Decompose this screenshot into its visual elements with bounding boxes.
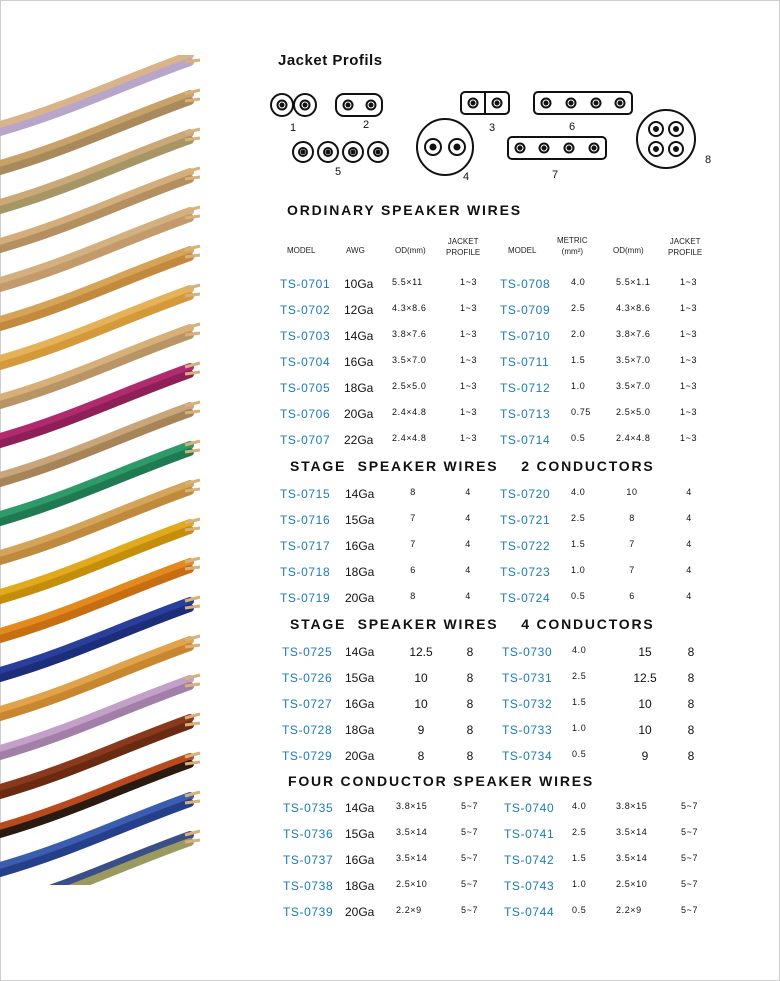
cell-jacket-profile: 4 <box>465 591 471 601</box>
cell-od: 7 <box>410 513 416 523</box>
cell-od-2: 7 <box>629 539 635 549</box>
cell-od-2: 2.2×9 <box>616 905 642 915</box>
wire-strand <box>0 324 200 405</box>
cell-metric: 0.5 <box>571 433 586 443</box>
cell-od: 6 <box>410 565 416 575</box>
cell-model: TS-0725 <box>282 645 333 659</box>
cell-metric: 1.0 <box>572 879 587 889</box>
cell-jacket-profile-2: 1~3 <box>680 277 698 287</box>
cell-jacket-profile-2: 5~7 <box>681 879 699 889</box>
wire-strand <box>0 441 200 522</box>
profile-4-shape <box>417 119 473 175</box>
profile-1-shape <box>271 94 316 116</box>
cell-model-2: TS-0709 <box>500 303 551 317</box>
cell-od-2: 7 <box>629 565 635 575</box>
cell-metric: 2.5 <box>571 303 586 313</box>
cell-jacket-profile-2: 8 <box>687 671 695 685</box>
cell-od-2: 3.5×7.0 <box>616 381 651 391</box>
cell-model-2: TS-0720 <box>500 487 551 501</box>
cell-model: TS-0707 <box>280 433 331 447</box>
cell-jacket-profile-2: 1~3 <box>680 355 698 365</box>
header-model: MODEL <box>287 246 316 255</box>
cell-model: TS-0726 <box>282 671 333 685</box>
cell-metric: 4.0 <box>571 277 586 287</box>
wire-strand <box>0 207 200 288</box>
cell-model-2: TS-0734 <box>502 749 553 763</box>
cell-jacket-profile-2: 8 <box>687 697 695 711</box>
cell-od-2: 4.3×8.6 <box>616 303 651 313</box>
cell-od-2: 10 <box>626 487 638 497</box>
cell-od: 5.5×11 <box>392 277 423 287</box>
cell-model: TS-0701 <box>280 277 331 291</box>
cell-awg: 16Ga <box>345 853 375 867</box>
cell-model-2: TS-0740 <box>504 801 555 815</box>
cell-model-2: TS-0733 <box>502 723 553 737</box>
cell-metric: 4.0 <box>572 801 587 811</box>
cell-jacket-profile: 1~3 <box>460 407 478 417</box>
cell-model: TS-0727 <box>282 697 333 711</box>
four-conductor-title: FOUR CONDUCTOR SPEAKER WIRES <box>288 773 595 789</box>
cell-od: 2.4×4.8 <box>392 433 427 443</box>
cell-od-2: 2.4×4.8 <box>616 433 651 443</box>
cell-od: 2.4×4.8 <box>392 407 427 417</box>
cell-awg: 15Ga <box>345 827 375 841</box>
cell-model: TS-0738 <box>283 879 334 893</box>
cell-metric: 0.5 <box>572 749 587 759</box>
cell-jacket-profile: 8 <box>466 723 474 737</box>
cell-od: 7 <box>410 539 416 549</box>
cell-model: TS-0704 <box>280 355 331 369</box>
cell-awg: 16Ga <box>345 539 375 553</box>
ordinary-speaker-wires-title: ORDINARY SPEAKER WIRES <box>287 202 522 218</box>
cell-model-2: TS-0743 <box>504 879 555 893</box>
wire-strand <box>0 129 200 210</box>
cell-awg: 10Ga <box>344 277 374 291</box>
cell-metric: 2.5 <box>572 671 587 681</box>
cell-od: 8 <box>410 591 416 601</box>
cell-od-2: 2.5×5.0 <box>616 407 651 417</box>
cell-model: TS-0739 <box>283 905 334 919</box>
cell-awg: 15Ga <box>345 513 375 527</box>
cell-metric: 1.0 <box>571 565 586 575</box>
profile-2-shape <box>336 94 382 116</box>
cell-jacket-profile-2: 8 <box>687 645 695 659</box>
cell-awg: 20Ga <box>345 749 375 763</box>
cell-od: 4.3×8.6 <box>392 303 427 313</box>
wire-strand <box>0 55 200 132</box>
cell-model-2: TS-0730 <box>502 645 553 659</box>
profile-label-5: 5 <box>335 166 342 178</box>
cell-jacket-profile-2: 4 <box>686 487 692 497</box>
cell-jacket-profile-2: 1~3 <box>680 381 698 391</box>
cell-od: 2.2×9 <box>396 905 422 915</box>
cell-model-2: TS-0744 <box>504 905 555 919</box>
cell-metric: 1.5 <box>572 697 587 707</box>
cell-od-2: 10 <box>638 723 652 737</box>
cell-od-2: 6 <box>629 591 635 601</box>
cell-jacket-profile: 8 <box>466 645 474 659</box>
stage-2-conductors-title: STAGE SPEAKER WIRES 2 CONDUCTORS <box>290 458 655 474</box>
cell-model: TS-0717 <box>280 539 331 553</box>
profile-7-shape <box>508 137 606 159</box>
cell-awg: 20Ga <box>345 905 375 919</box>
cell-jacket-profile-2: 5~7 <box>681 853 699 863</box>
cell-od: 3.8×7.6 <box>392 329 427 339</box>
cell-jacket-profile-2: 1~3 <box>680 433 698 443</box>
cell-metric: 4.0 <box>571 487 586 497</box>
cell-model: TS-0702 <box>280 303 331 317</box>
cell-model-2: TS-0732 <box>502 697 553 711</box>
cell-od: 10 <box>414 697 428 711</box>
header-od-2: OD(mm) <box>613 246 644 255</box>
cell-od-2: 3.8×7.6 <box>616 329 651 339</box>
wire-strand <box>0 285 200 366</box>
wire-strand <box>0 558 200 639</box>
cell-jacket-profile-2: 5~7 <box>681 827 699 837</box>
cell-awg: 20Ga <box>344 407 374 421</box>
cell-od: 2.5×10 <box>396 879 428 889</box>
wire-strand <box>0 675 200 756</box>
cell-jacket-profile: 1~3 <box>460 355 478 365</box>
profile-3-shape <box>461 92 509 114</box>
cell-od-2: 2.5×10 <box>616 879 648 889</box>
cell-od-2: 10 <box>638 697 652 711</box>
cell-jacket-profile: 5~7 <box>461 905 479 915</box>
cell-od-2: 3.5×14 <box>616 853 648 863</box>
cell-jacket-profile: 1~3 <box>460 381 478 391</box>
cell-jacket-profile-2: 4 <box>686 591 692 601</box>
header-model-2: MODEL <box>508 246 537 255</box>
cell-model-2: TS-0713 <box>500 407 551 421</box>
cell-model-2: TS-0742 <box>504 853 555 867</box>
cell-awg: 14Ga <box>345 801 375 815</box>
cell-awg: 20Ga <box>345 591 375 605</box>
cell-jacket-profile: 5~7 <box>461 801 479 811</box>
cell-awg: 14Ga <box>344 329 374 343</box>
cell-jacket-profile: 4 <box>465 487 471 497</box>
cell-model: TS-0728 <box>282 723 333 737</box>
cell-jacket-profile: 8 <box>466 671 474 685</box>
cell-model-2: TS-0731 <box>502 671 553 685</box>
cell-jacket-profile: 4 <box>465 565 471 575</box>
wire-strand <box>0 90 200 171</box>
cell-od-2: 3.5×7.0 <box>616 355 651 365</box>
cell-awg: 14Ga <box>345 645 375 659</box>
cell-jacket-profile: 4 <box>465 513 471 523</box>
cell-model: TS-0718 <box>280 565 331 579</box>
cell-metric: 4.0 <box>572 645 587 655</box>
cell-od: 9 <box>417 723 425 737</box>
header-jacket-profile-2: JACKET PROFILE <box>668 237 703 257</box>
cell-model: TS-0736 <box>283 827 334 841</box>
cell-metric: 1.0 <box>572 723 587 733</box>
wire-strand <box>0 168 200 249</box>
cell-metric: 1.5 <box>571 539 586 549</box>
cell-model: TS-0716 <box>280 513 331 527</box>
wire-strand <box>0 363 200 444</box>
cell-model-2: TS-0714 <box>500 433 551 447</box>
cell-jacket-profile: 5~7 <box>461 853 479 863</box>
jacket-profiles-diagram <box>260 80 720 190</box>
cell-jacket-profile-2: 8 <box>687 749 695 763</box>
wire-samples-image <box>0 55 210 885</box>
wire-strand <box>0 246 200 327</box>
cell-od-2: 9 <box>641 749 649 763</box>
cell-metric: 0.5 <box>572 905 587 915</box>
profile-label-2: 2 <box>363 119 370 131</box>
cell-model: TS-0703 <box>280 329 331 343</box>
wire-strand <box>0 402 200 483</box>
cell-jacket-profile-2: 4 <box>686 513 692 523</box>
cell-model: TS-0729 <box>282 749 333 763</box>
cell-jacket-profile: 1~3 <box>460 277 478 287</box>
cell-model-2: TS-0723 <box>500 565 551 579</box>
cell-od: 3.5×14 <box>396 853 428 863</box>
cell-model: TS-0735 <box>283 801 334 815</box>
cell-od-2: 3.5×14 <box>616 827 648 837</box>
wire-strand <box>0 519 200 600</box>
cell-model: TS-0737 <box>283 853 334 867</box>
cell-model: TS-0715 <box>280 487 331 501</box>
cell-jacket-profile: 8 <box>466 749 474 763</box>
cell-metric: 1.0 <box>571 381 586 391</box>
cell-model-2: TS-0710 <box>500 329 551 343</box>
profile-6-shape <box>534 92 632 114</box>
cell-model: TS-0705 <box>280 381 331 395</box>
cell-model-2: TS-0724 <box>500 591 551 605</box>
cell-metric: 1.5 <box>572 853 587 863</box>
cell-awg: 18Ga <box>345 723 375 737</box>
cell-awg: 22Ga <box>344 433 374 447</box>
cell-metric: 2.5 <box>572 827 587 837</box>
profile-label-6: 6 <box>569 121 576 133</box>
cell-od: 10 <box>414 671 428 685</box>
header-od: OD(mm) <box>395 246 426 255</box>
cell-jacket-profile: 4 <box>465 539 471 549</box>
cell-jacket-profile-2: 1~3 <box>680 303 698 313</box>
cell-model: TS-0719 <box>280 591 331 605</box>
cell-od-2: 3.8×15 <box>616 801 648 811</box>
cell-metric: 0.75 <box>571 407 591 417</box>
cell-jacket-profile: 8 <box>466 697 474 711</box>
cell-od-2: 12.5 <box>633 671 657 685</box>
wire-strand <box>0 636 200 717</box>
profile-5-shape <box>293 142 388 162</box>
cell-jacket-profile-2: 1~3 <box>680 407 698 417</box>
cell-model-2: TS-0711 <box>500 355 550 369</box>
profile-label-7: 7 <box>552 169 559 181</box>
cell-jacket-profile-2: 4 <box>686 565 692 575</box>
cell-jacket-profile: 1~3 <box>460 329 478 339</box>
cell-model-2: TS-0708 <box>500 277 551 291</box>
stage-4-conductors-title: STAGE SPEAKER WIRES 4 CONDUCTORS <box>290 616 655 632</box>
cell-awg: 18Ga <box>344 381 374 395</box>
cell-od: 8 <box>410 487 416 497</box>
profile-label-4: 4 <box>463 171 470 183</box>
profile-label-1: 1 <box>290 122 297 134</box>
cell-jacket-profile: 1~3 <box>460 433 478 443</box>
cell-jacket-profile: 1~3 <box>460 303 478 313</box>
cell-awg: 12Ga <box>344 303 374 317</box>
cell-awg: 14Ga <box>345 487 375 501</box>
cell-awg: 18Ga <box>345 879 375 893</box>
profile-label-3: 3 <box>489 122 496 134</box>
jacket-profiles-title: Jacket Profils <box>278 52 383 69</box>
cell-jacket-profile-2: 5~7 <box>681 801 699 811</box>
wire-strand <box>0 792 200 873</box>
cell-model-2: TS-0712 <box>500 381 551 395</box>
cell-od: 3.5×14 <box>396 827 428 837</box>
cell-model: TS-0706 <box>280 407 331 421</box>
cell-metric: 0.5 <box>571 591 586 601</box>
cell-metric: 2.0 <box>571 329 586 339</box>
cell-metric: 1.5 <box>571 355 586 365</box>
cell-jacket-profile-2: 1~3 <box>680 329 698 339</box>
cell-od: 2.5×5.0 <box>392 381 427 391</box>
cell-jacket-profile: 5~7 <box>461 879 479 889</box>
cell-awg: 18Ga <box>345 565 375 579</box>
cell-od: 3.5×7.0 <box>392 355 427 365</box>
header-jacket-profile: JACKET PROFILE <box>446 237 481 257</box>
wire-strand <box>0 714 200 795</box>
cell-model-2: TS-0721 <box>500 513 551 527</box>
wire-strand <box>0 597 200 678</box>
wire-strand <box>0 753 200 834</box>
cell-jacket-profile-2: 4 <box>686 539 692 549</box>
profile-8-shape <box>637 110 695 168</box>
cell-jacket-profile: 5~7 <box>461 827 479 837</box>
cell-od: 8 <box>417 749 425 763</box>
cell-od-2: 8 <box>629 513 635 523</box>
cell-od: 12.5 <box>409 645 433 659</box>
cell-metric: 2.5 <box>571 513 586 523</box>
cell-awg: 15Ga <box>345 671 375 685</box>
cell-od-2: 15 <box>638 645 652 659</box>
cell-model-2: TS-0722 <box>500 539 551 553</box>
cell-od: 3.8×15 <box>396 801 428 811</box>
cell-jacket-profile-2: 8 <box>687 723 695 737</box>
cell-model-2: TS-0741 <box>504 827 555 841</box>
header-awg: AWG <box>346 246 365 255</box>
cell-od-2: 5.5×1.1 <box>616 277 651 287</box>
header-metric: METRIC (mm²) <box>557 236 588 256</box>
cell-jacket-profile-2: 5~7 <box>681 905 699 915</box>
profile-label-8: 8 <box>705 154 712 166</box>
cell-awg: 16Ga <box>344 355 374 369</box>
cell-awg: 16Ga <box>345 697 375 711</box>
wire-strand <box>0 480 200 561</box>
